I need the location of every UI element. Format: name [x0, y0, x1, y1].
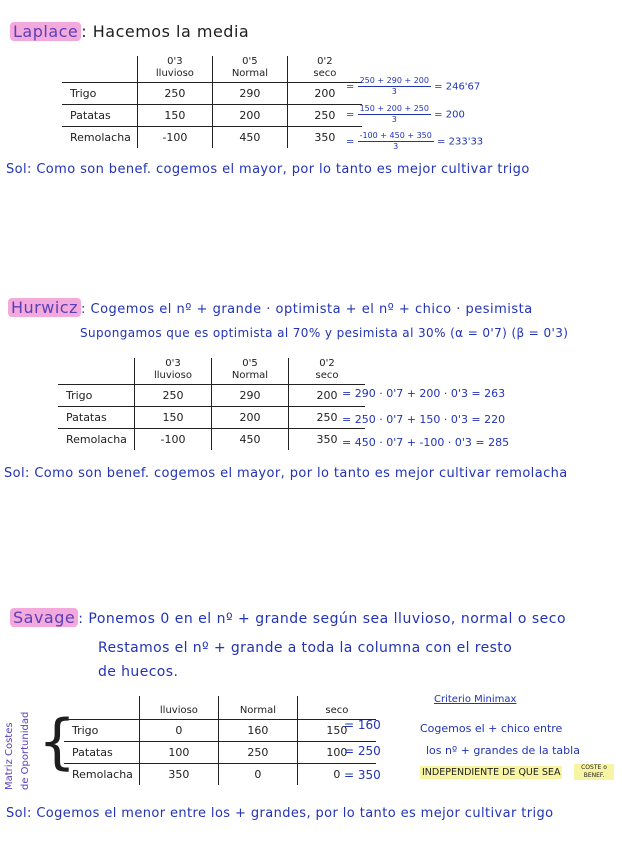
- hurwicz-col-1: 0'3 lluvioso: [135, 358, 212, 385]
- hurwicz-result-2: = 250 · 0'7 + 150 · 0'3 = 220: [342, 413, 506, 426]
- savage-heading-text: : Ponemos 0 en el nº + grande según sea lluvioso, normal o seco: [78, 611, 567, 627]
- savage-result-2: = 250: [344, 744, 381, 758]
- hurwicz-subheading: Supongamos que es optimista al 70% y pesimista al 30% (α = 0'7) (β = 0'3): [80, 326, 569, 340]
- laplace-heading: [10, 22, 249, 41]
- savage-col-1: lluvioso: [139, 696, 218, 720]
- hurwicz-col-2: 0'5 Normal: [212, 358, 289, 385]
- laplace-result-3: = $\frac{-100 + 450 + 350}{3}$ = 233'33: [346, 131, 484, 151]
- hurwicz-heading: [8, 298, 533, 317]
- hurwicz-result-3: = 450 · 0'7 + -100 · 0'3 = 285: [342, 436, 510, 449]
- table-row: Remolacha -100 450 350: [58, 429, 365, 451]
- hurwicz-solution: Sol: Como son benef. cogemos el mayor, por lo tanto es mejor cultivar remolacha: [4, 466, 568, 481]
- savage-result-1: = 160: [344, 718, 381, 732]
- savage-side-label-2: de Oportunidad: [20, 711, 31, 790]
- laplace-result-1: = $\frac{250 + 290 + 200}{3}$ = 246'67: [346, 76, 481, 96]
- laplace-col-1: 0'3 lluvioso: [137, 56, 212, 83]
- hurwicz-heading-text: : Cogemos el nº + grande · optimista + el nº + chico · pesimista: [80, 302, 533, 317]
- table-row: Patatas 100 250 100: [64, 742, 376, 764]
- laplace-result-2: = $\frac{150 + 200 + 250}{3}$ = 200: [346, 104, 465, 124]
- table-row: Patatas 150 200 250: [58, 407, 365, 429]
- table-row: Trigo 0 160 150: [64, 720, 376, 742]
- table-row: Trigo 250 290 200: [58, 385, 365, 407]
- laplace-col-2: 0'5 Normal: [212, 56, 287, 83]
- savage-line-3: de huecos.: [98, 664, 179, 680]
- hurwicz-table: [58, 358, 365, 450]
- hurwicz-result-1: = 290 · 0'7 + 200 · 0'3 = 263: [342, 387, 506, 400]
- laplace-col-3: 0'2 seco: [287, 56, 362, 83]
- table-row: Trigo 250 290 200: [62, 83, 362, 105]
- criterion-line-2: los nº + grandes de la tabla: [426, 744, 580, 757]
- criterion-note: COSTE o BENEF.: [574, 764, 614, 780]
- table-row: Remolacha -100 450 350: [62, 127, 362, 149]
- table-row: Remolacha 350 0 0: [64, 764, 376, 786]
- savage-solution: Sol: Cogemos el menor entre los + grandes, por lo tanto es mejor cultivar trigo: [6, 806, 554, 821]
- savage-label: Savage: [10, 608, 78, 627]
- savage-col-2: Normal: [218, 696, 297, 720]
- savage-result-3: = 350: [344, 768, 381, 782]
- hurwicz-label: Hurwicz: [8, 298, 81, 317]
- laplace-solution: Sol: Como son benef. cogemos el mayor, por lo tanto es mejor cultivar trigo: [6, 162, 530, 177]
- savage-table: [64, 696, 376, 785]
- savage-col-3: seco: [297, 696, 376, 720]
- laplace-table: [62, 56, 362, 148]
- savage-heading: [10, 608, 566, 627]
- laplace-heading-text: : Hacemos la media: [81, 22, 250, 41]
- hurwicz-col-3: 0'2 seco: [289, 358, 366, 385]
- criterion-highlight: INDEPENDIENTE DE QUE SEA: [422, 767, 561, 778]
- criterion-line-1: Cogemos el + chico entre: [420, 722, 563, 735]
- savage-line-2: Restamos el nº + grande a toda la columna con el resto: [98, 640, 513, 656]
- laplace-label: Laplace: [10, 22, 81, 41]
- brace-icon: {: [38, 707, 77, 777]
- table-row: Patatas 150 200 250: [62, 105, 362, 127]
- criterion-title: Criterio Minimax: [434, 694, 517, 705]
- savage-side-label-1: Matriz Costes: [4, 722, 15, 790]
